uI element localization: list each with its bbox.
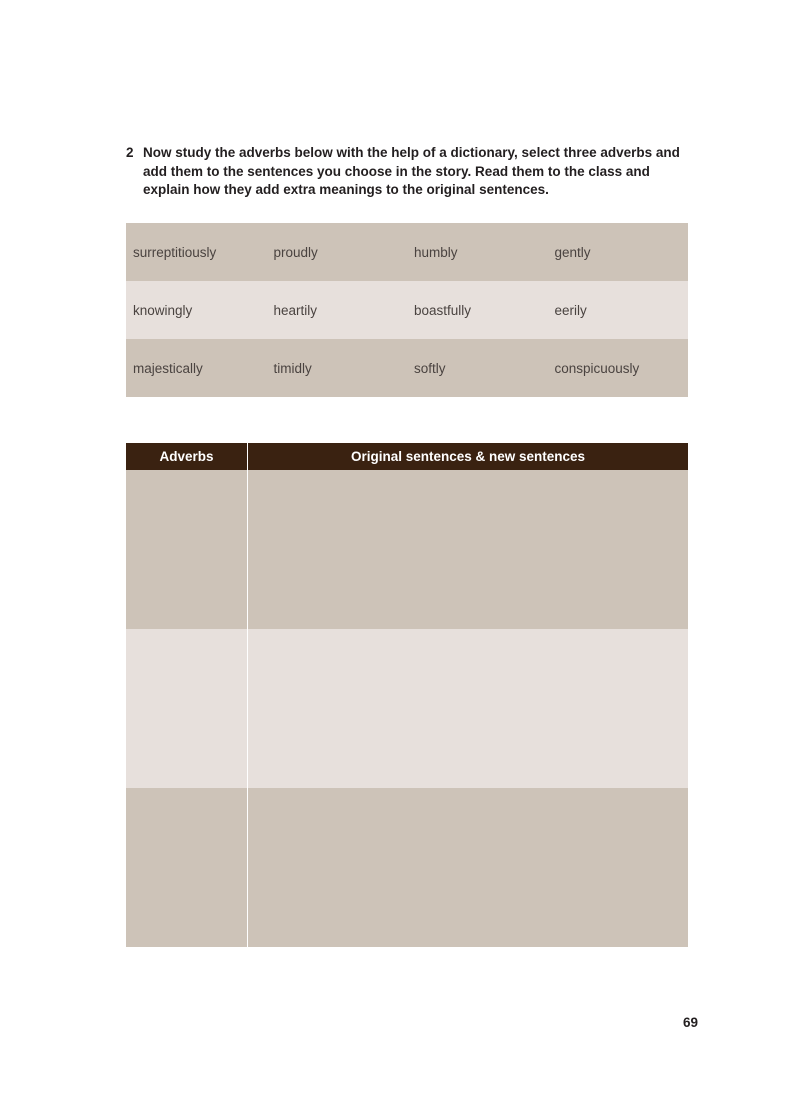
- instruction-text: Now study the adverbs below with the help of a dictionary, select three adverbs and add them to the sentences you choose in the story. Read them to the class and explain how they add extra meanings to the original sentences.: [143, 145, 680, 197]
- adverb-word: humbly: [414, 244, 458, 260]
- answer-row: [126, 470, 688, 629]
- sentences-column-header: Original sentences & new sentences: [350, 449, 586, 464]
- adverb-answer-cell[interactable]: [126, 629, 248, 788]
- adverb-row: [126, 281, 688, 339]
- adverb-word: eerily: [554, 302, 587, 318]
- answer-table: [126, 443, 688, 947]
- sentence-answer-cell[interactable]: [248, 629, 688, 788]
- instruction: [126, 144, 696, 200]
- adverb-word: surreptitiously: [133, 244, 217, 260]
- adverb-word: proudly: [273, 244, 318, 260]
- adverb-row: [126, 223, 688, 281]
- adverb-word: boastfully: [414, 302, 472, 318]
- adverb-word: knowingly: [133, 302, 193, 318]
- adverb-word: majestically: [133, 360, 203, 376]
- page-number: 69: [682, 1015, 698, 1030]
- adverbs-column-header: Adverbs: [126, 443, 248, 470]
- adverb-word: softly: [414, 360, 446, 376]
- answer-row: [126, 788, 688, 947]
- adverb-word-table: [126, 223, 688, 397]
- answer-row: [126, 629, 688, 788]
- answer-table-header: [126, 443, 688, 470]
- adverb-word: timidly: [273, 360, 312, 376]
- adverb-row: [126, 339, 688, 397]
- adverb-word: gently: [554, 244, 591, 260]
- sentence-answer-cell[interactable]: [248, 788, 688, 947]
- adverb-answer-cell[interactable]: [126, 470, 248, 629]
- adverb-word: heartily: [273, 302, 318, 318]
- question-number: 2: [126, 145, 134, 160]
- adverb-word: conspicuously: [554, 360, 640, 376]
- adverb-answer-cell[interactable]: [126, 788, 248, 947]
- sentence-answer-cell[interactable]: [248, 470, 688, 629]
